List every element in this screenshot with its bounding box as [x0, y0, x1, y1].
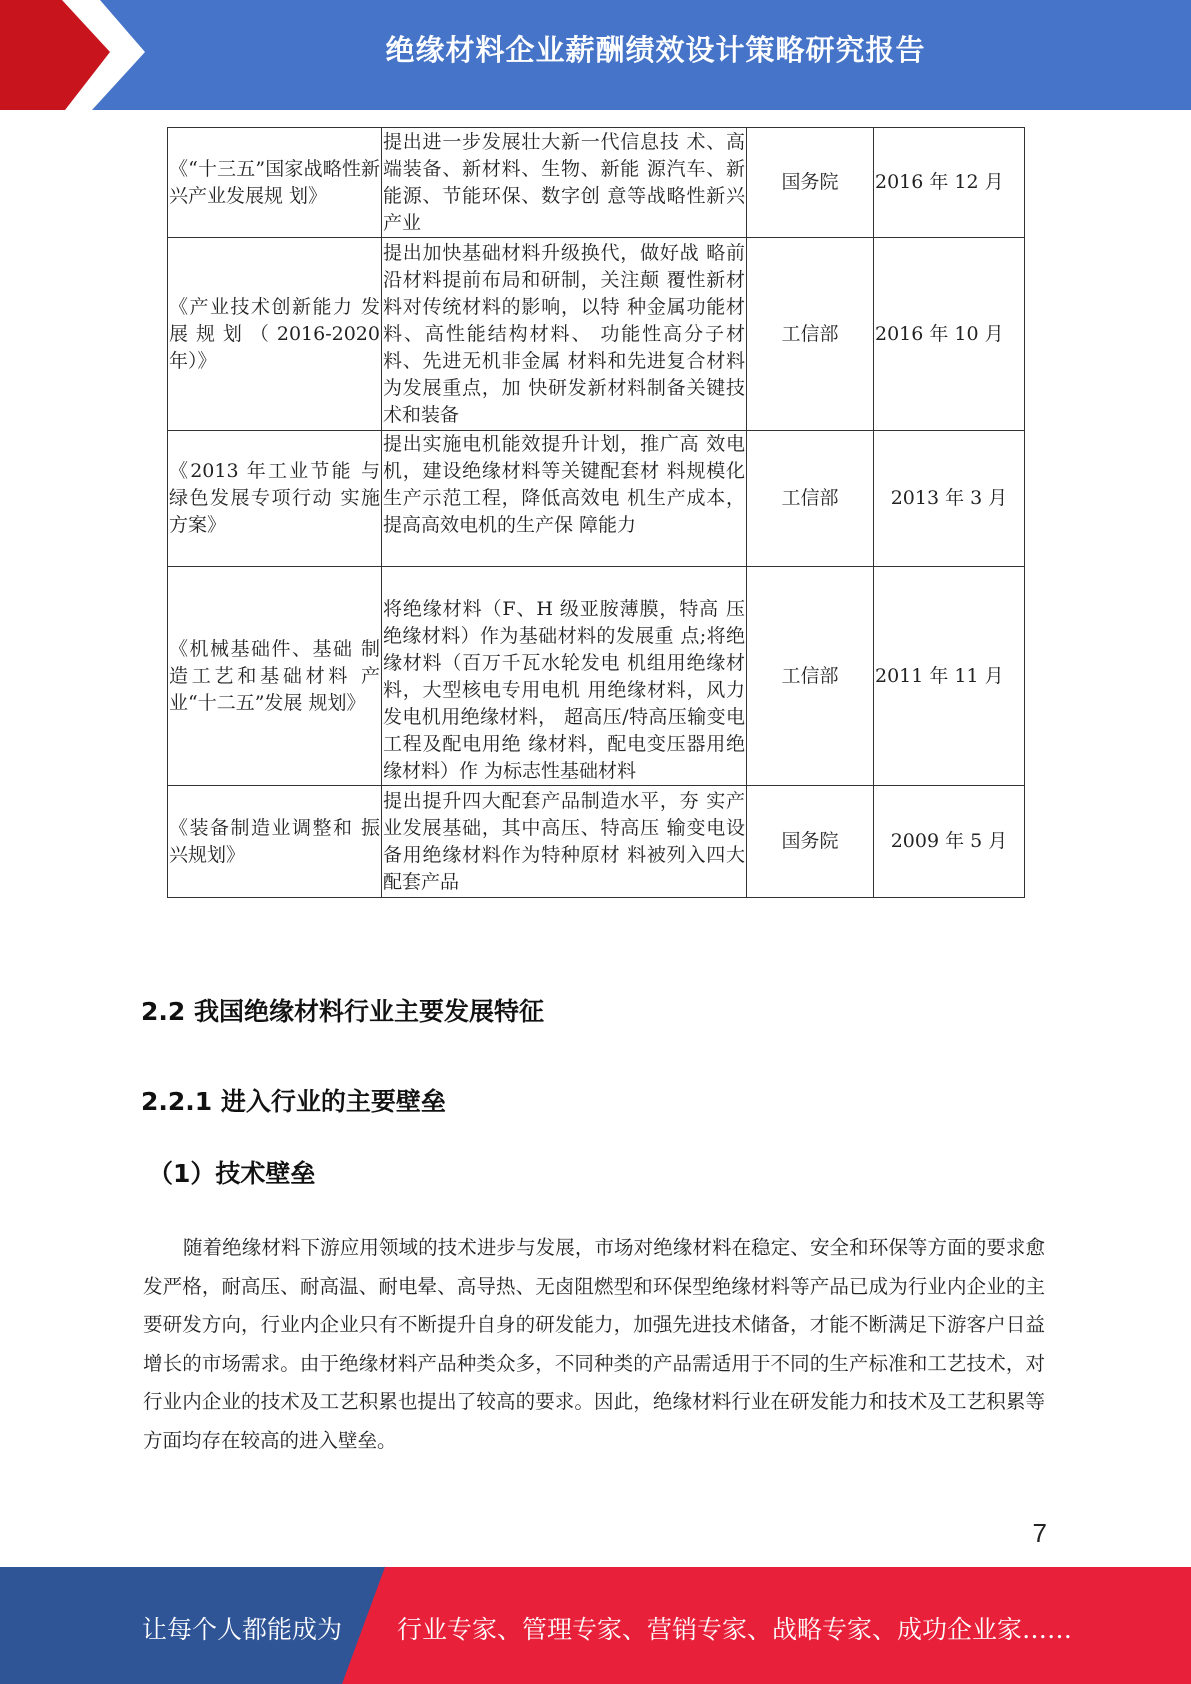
header-title: 绝缘材料企业薪酬绩效设计策略研究报告 [385, 33, 926, 67]
body-paragraph: 随着绝缘材料下游应用领域的技术进步与发展，市场对绝缘材料在稳定、安全和环保等方面的要求愈发严格，耐高压、耐高温、耐电晕、高导热、无卤阻燃型和环保型绝缘材料等产品已成为行业内企业的主要研发方向，行业内企业只有不断提升自身的研发能力，加强先进技术储备，才能不断满足下游客户日益增长的市场需求。由于绝缘材料产品种类众多，不同种类的产品需适用于不同的生产标准和工艺技术，对行业内企业的技术及工艺积累也提出了较高的要求。因此，绝缘材料行业在研发能力和技术及工艺积累等方面均存在较高的进入壁垒。 [143, 1236, 1045, 1452]
policy-name-cell: 《2013 年工业节能 与绿色发展专项行动 实施方案》 [168, 431, 382, 567]
policy-date-cell: 2016 年 12 月 [874, 128, 1025, 238]
policy-org-cell: 国务院 [747, 128, 874, 238]
footer-slogan-right: 行业专家、管理专家、营销专家、战略专家、成功企业家…… [397, 1615, 1073, 1644]
policy-date-cell: 2013 年 3 月 [874, 431, 1025, 567]
policy-org-cell: 工信部 [747, 238, 874, 431]
table-row [168, 128, 1025, 238]
policy-desc-cell: 提出提升四大配套产品制造水平，夯 实产业发展基础，其中高压、特高压 输变电设备用绝缘材料作为特种原材 料被列入四大配套产品 [382, 786, 747, 898]
policy-desc-cell: 提出进一步发展壮大新一代信息技 术、高端装备、新材料、生物、新能 源汽车、新能源、节能环保、数字创 意等战略性新兴产业 [382, 128, 747, 238]
page-number: 7 [1032, 1518, 1047, 1548]
policy-date-cell: 2016 年 10 月 [874, 238, 1025, 431]
policy-desc-cell: 提出实施电机能效提升计划，推广高 效电机，建设绝缘材料等关键配套材 料规模化生产示范工程，降低高效电 机生产成本，提高高效电机的生产保 障能力 [382, 431, 747, 567]
subsection-heading: 2.2.1 进入行业的主要壁垒 [141, 1087, 446, 1116]
table-row [168, 238, 1025, 431]
policy-org-cell: 工信部 [747, 431, 874, 567]
policy-org-cell: 国务院 [747, 786, 874, 898]
table-row [168, 431, 1025, 567]
header-arrow-decoration [0, 0, 160, 110]
header-bar [0, 0, 1191, 110]
sub-subsection-heading: （1）技术壁垒 [148, 1159, 316, 1188]
policy-name-cell: 《产业技术创新能力 发展 规 划 （ 2016-2020 年）》 [168, 238, 382, 431]
policy-desc-cell: 提出加快基础材料升级换代，做好战 略前沿材料提前布局和研制，关注颠 覆性新材料对传统材料的影响，以特 种金属功能材料、高性能结构材料、 功能性高分子材料、先进无机非金属 材料和先进复合材料为发展重点，加 快研发新材料制备关键技术和装备 [382, 238, 747, 431]
policy-table [167, 127, 1025, 898]
policy-name-cell: 《机械基础件、基础 制造工艺和基础材料 产业“十二五”发展 规划》 [168, 567, 382, 786]
policy-date-cell: 2009 年 5 月 [874, 786, 1025, 898]
policy-name-cell: 《“十三五”国家战略性新兴产业发展规 划》 [168, 128, 382, 238]
policy-name-cell: 《装备制造业调整和 振兴规划》 [168, 786, 382, 898]
policy-org-cell: 工信部 [747, 567, 874, 786]
policy-date-cell: 2011 年 11 月 [874, 567, 1025, 786]
table-row [168, 567, 1025, 786]
policy-desc-cell: 将绝缘材料（F、H 级亚胺薄膜，特高 压绝缘材料）作为基础材料的发展重 点;将绝缘材料（百万千瓦水轮发电 机组用绝缘材料，大型核电专用电机 用绝缘材料，风力发电机用绝缘材料， 超高压/特高压输变电工程及配电用绝 缘材料，配电变压器用绝缘材料）作 为标志性基础材料 [382, 567, 747, 786]
footer-slogan-left: 让每个人都能成为 [142, 1615, 343, 1644]
section-heading: 2.2 我国绝缘材料行业主要发展特征 [141, 997, 544, 1026]
table-row [168, 786, 1025, 898]
